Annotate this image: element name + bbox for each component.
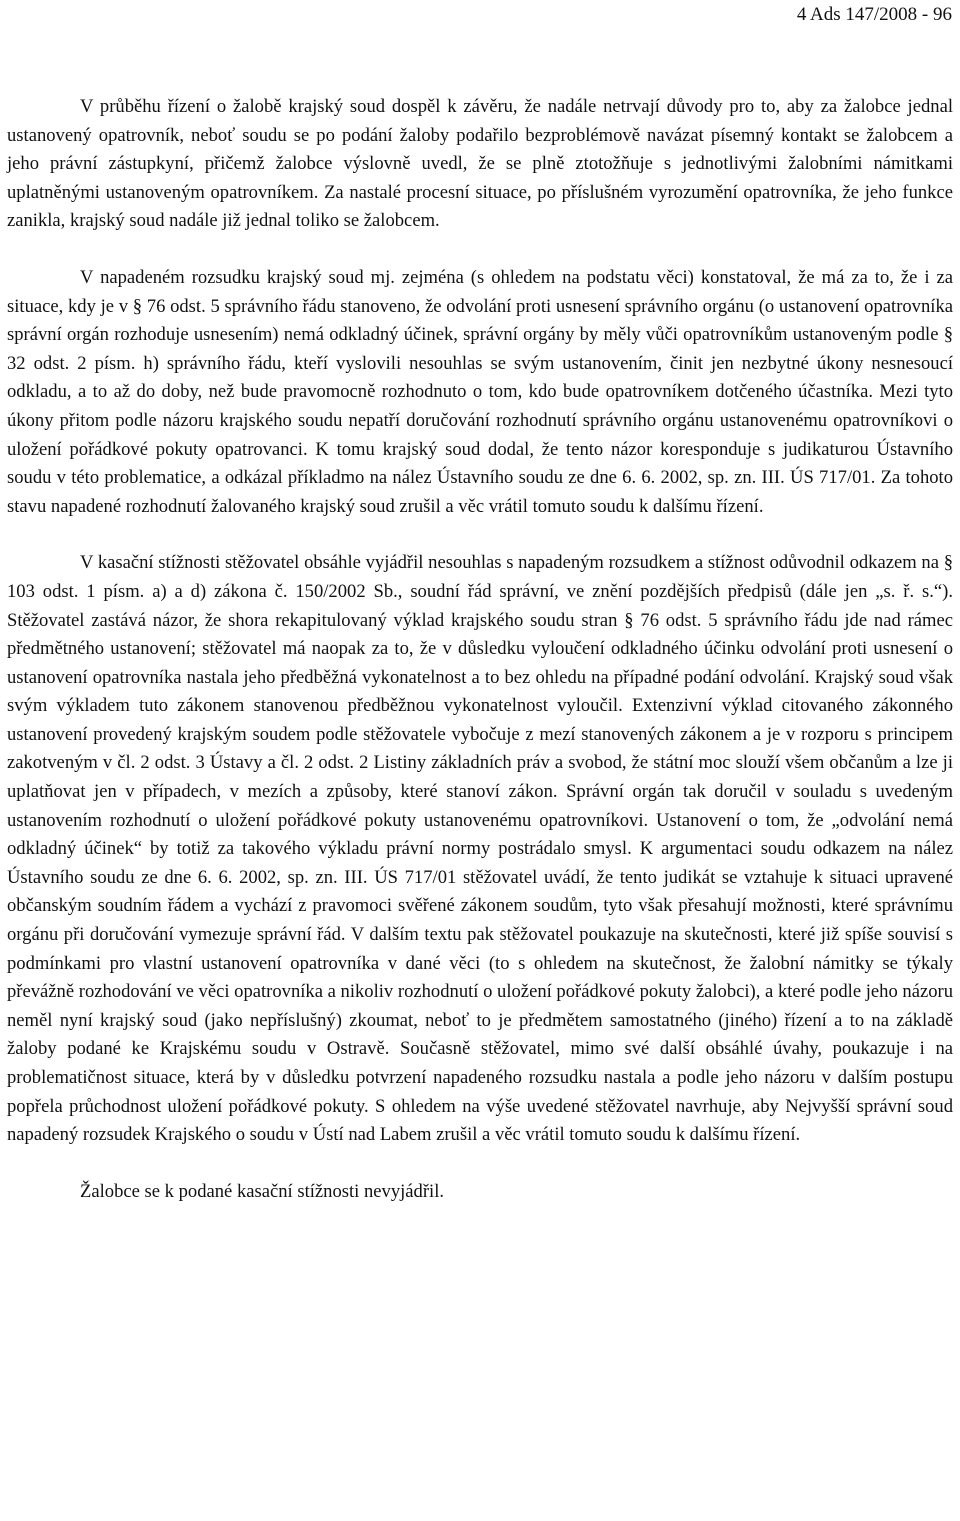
paragraph-4: Žalobce se k podané kasační stížnosti nevyjádřil. [80,1180,445,1202]
paragraph-3: V kasační stížnosti stěžovatel obsáhle vyjádřil nesouhlas s napadeným rozsudkem a stížnost odůvodnil odkazem na § 103 odst. 1 písm. a) a d) zákona č. 150/2002 Sb., soudní řád správní, ve znění pozdějších předpisů (dále jen „s. ř. s.“). Stěžovatel zastává názor, že shora rekapitulovaný výklad krajského soudu stran § 76 odst. 5 správního řádu jde nad rámec předmětného ustanovení; stěžovatel má naopak za to, že v důsledku vyloučení odkladného účinku odvolání proti usnesení o ustanovení opatrovníka nastala jeho předběžná vykonatelnost a to bez ohledu na případné podání odvolání. Krajský soud však svým výkladem tuto zákonem stanovenou předběžnou vykonatelnost vyloučil. Extenzivní výklad citovaného zákonného ustanovení provedený krajským soudem podle stěžovatele vybočuje z mezí stanovených zákonem a je v rozporu s principem zakotveným v čl. 2 odst. 3 Ústavy a čl. 2 odst. 2 Listiny základních práv a svobod, že státní moc slouží všem občanům a lze ji uplatňovat jen v případech, v mezích a způsoby, které stanoví zákon. Správní orgán tak doručil v souladu s uvedeným ustanovením rozhodnutí o uložení pořádkové pokuty ustanovenému opatrovníkovi. Ustanovení o tom, že „odvolání nemá odkladný účinek“ by totiž za takového výkladu právní normy postrádalo smysl. K argumentaci soudu odkazem na nález Ústavního soudu ze dne 6. 6. 2002, sp. zn. III. ÚS 717/01 stěžovatel uvádí, že tento judikát se vztahuje k situaci upravené občanským soudním řádem a vychází z pravomoci svěřené zákonem soudům, tyto však přesahují možnosti, které správnímu orgánu při doručování vymezuje správní řád. V dalším textu pak stěžovatel poukazuje na skutečnosti, které již spíše souvisí s podmínkami pro vlastní ustanovení opatrovníka v dané věci (to s ohledem na skutečnost, že žalobní námitky se týkaly převážně rozhodování ve věci opatrovníka a nikoliv rozhodnutí o uložení pořádkové pokuty žalobci), a které podle jeho názoru neměl nyní krajský soud (jako nepříslušný) zkoumat, neboť to je předmětem samostatného (jiného) řízení a to na základě žaloby podané ke Krajskému soudu v Ostravě. Současně stěžovatel, mimo své další obsáhlé úvahy, poukazuje i na problematičnost situace, která by v důsledku potvrzení napadeného rozsudku nastala a podle jeho názoru v dalším postupu popřela průchodnost uložení pořádkové pokuty. S ohledem na výše uvedené stěžovatel navrhuje, aby Nejvyšší správní soud napadený rozsudek Krajského o soudu v Ústí nad Labem zrušil a věc vrátil tomuto soudu k dalšímu řízení. [7,552,953,1146]
document-body [7,93,953,1206]
paragraph-2: V napadeném rozsudku krajský soud mj. zejména (s ohledem na podstatu věci) konstatoval, že má za to, že i za situace, kdy je v § 76 odst. 5 správního řádu stanoveno, že odvolání proti usnesení správního orgánu (o ustanovení opatrovníka správní orgán rozhoduje usnesením) nemá odkladný účinek, správní orgány by měly vůči opatrovníkům ustanoveným podle § 32 odst. 2 písm. h) správního řádu, kteří vyslovili nesouhlas se svým ustanovením, činit jen nezbytné úkony nesnesoucí odkladu, a to až do doby, než bude pravomocně rozhodnuto o tom, kdo bude opatrovníkem dotčeného účastníka. Mezi tyto úkony přitom podle názoru krajského soudu nepatří doručování rozhodnutí správního orgánu ustanovenému opatrovníkovi o uložení pořádkové pokuty opatrovanci. K tomu krajský soud dodal, že tento názor koresponduje s judikaturou Ústavního soudu v této problematice, a odkázal příkladmo na nález Ústavního soudu ze dne 6. 6. 2002, sp. zn. III. ÚS 717/01. Za tohoto stavu napadené rozhodnutí žalovaného krajský soud zrušil a věc vrátil tomuto soudu k dalšímu řízení. [7,266,953,517]
case-number: 4 Ads 147/2008 - 96 [796,4,952,25]
paragraph-1: V průběhu řízení o žalobě krajský soud dospěl k závěru, že nadále netrvají důvody pro to, aby za žalobce jednal ustanovený opatrovník, neboť soudu se po podání žaloby podařilo bezproblémově navázat písemný kontakt se žalobcem a jeho právní zástupkyní, přičemž žalobce výslovně uvedl, že se plně ztotožňuje s jednotlivými žalobními námitkami uplatněnými ustanoveným opatrovníkem. Za nastalé procesní situace, po příslušném vyrozumění opatrovníka, že jeho funkce zanikla, krajský soud nadále již jednal toliko se žalobcem. [7,96,953,232]
